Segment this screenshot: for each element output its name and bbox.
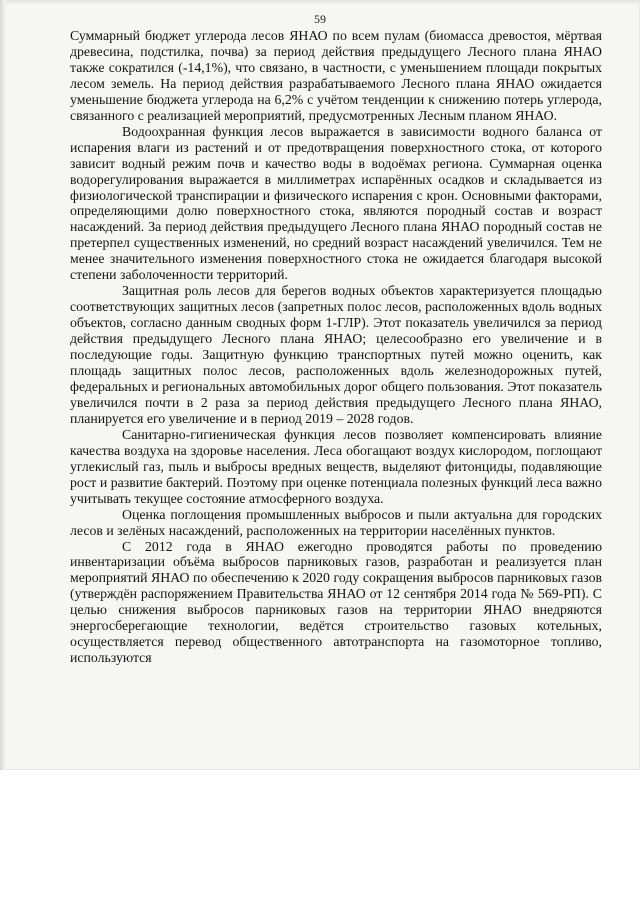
- body-text: [70, 28, 602, 666]
- paragraph-greenhouse-gases: С 2012 года в ЯНАО ежегодно проводятся работы по проведению инвентаризации объёма выбросов парниковых газов, разработан и реализуется план мероприятий ЯНАО по обеспечению к 2020 году сокращения выбросов парниковых газов (утверждён распоряжением Правительства ЯНАО от 12 сентября 2014 года № 569-РП). С целью снижения выбросов парниковых газов на территории ЯНАО внедряются энергосберегающие технологии, ведётся строительство газовых котельных, осуществляется перевод общественного автотранспорта на газомоторное топливо, используются: [70, 538, 602, 666]
- paragraph-protective-role: Защитная роль лесов для берегов водных объектов характеризуется площадью соответствующих защитных лесов (запретных полос лесов, расположенных вдоль водных объектов, согласно данным сводных форм 1-ГЛР). Этот показатель увеличился за период действия предыдущего Лесного плана ЯНАО; целесообразно его увеличение и в последующие годы. Защитную функцию транспортных путей можно оценить, как площадь защитных полос лесов, расположенных вдоль железнодорожных путей, федеральных и региональных автомобильных дорог общего пользования. Этот показатель увеличился почти в 2 раза за период действия предыдущего Лесного плана ЯНАО, планируется его увеличение и в период 2019 – 2028 годов.: [70, 283, 602, 426]
- paragraph-emissions-absorption: Оценка поглощения промышленных выбросов и пыли актуальна для городских лесов и зелёных насаждений, расположенных на территории населённых пунктов.: [70, 506, 602, 538]
- scan-edge-left: [0, 0, 6, 770]
- paragraph-carbon-budget: Суммарный бюджет углерода лесов ЯНАО по всем пулам (биомасса древостоя, мёртвая древесина, подстилка, почва) за период действия предыдущего Лесного плана ЯНАО также сократился (-14,1%), что связано, в частности, с уменьшением площади покрытых лесом земель. На период действия разрабатываемого Лесного плана ЯНАО ожидается уменьшение бюджета углерода на 6,2% с учётом тенденции к снижению потерь углерода, связанного с реализацией мероприятий, предусмотренных Лесным планом ЯНАО.: [70, 28, 602, 123]
- page-number: 59: [314, 12, 326, 26]
- scan-edge-top: [0, 0, 640, 5]
- paragraph-water-protection: Водоохранная функция лесов выражается в зависимости водного баланса от испарения влаги из растений и от предотвращения поверхностного стока, от которого зависит водный режим почв и качество воды в водоёмах региона. Суммарная оценка водорегулирования выражается в миллиметрах испарённых осадков и складывается из физиологической транспирации и физического испарения с крон. Основными факторами, определяющими долю поверхностного стока, являются породный состав и возраст насаждений. За период действия предыдущего Лесного плана ЯНАО породный состав не претерпел существенных изменений, но средний возраст насаждений увеличился. Тем не менее значительного изменения поверхностного стока не ожидается благодаря высокой степени заболоченности территорий.: [70, 123, 602, 283]
- paragraph-sanitary-function: Санитарно-гигиеническая функция лесов позволяет компенсировать влияние качества воздуха на здоровье населения. Леса обогащают воздух кислородом, поглощают углекислый газ, пыль и выбросы вредных веществ, выделяют фитонциды, подавляющие рост и развитие бактерий. Поэтому при оценке потенциала полезных функций леса важно учитывать текущее состояние атмосферного воздуха.: [70, 426, 602, 506]
